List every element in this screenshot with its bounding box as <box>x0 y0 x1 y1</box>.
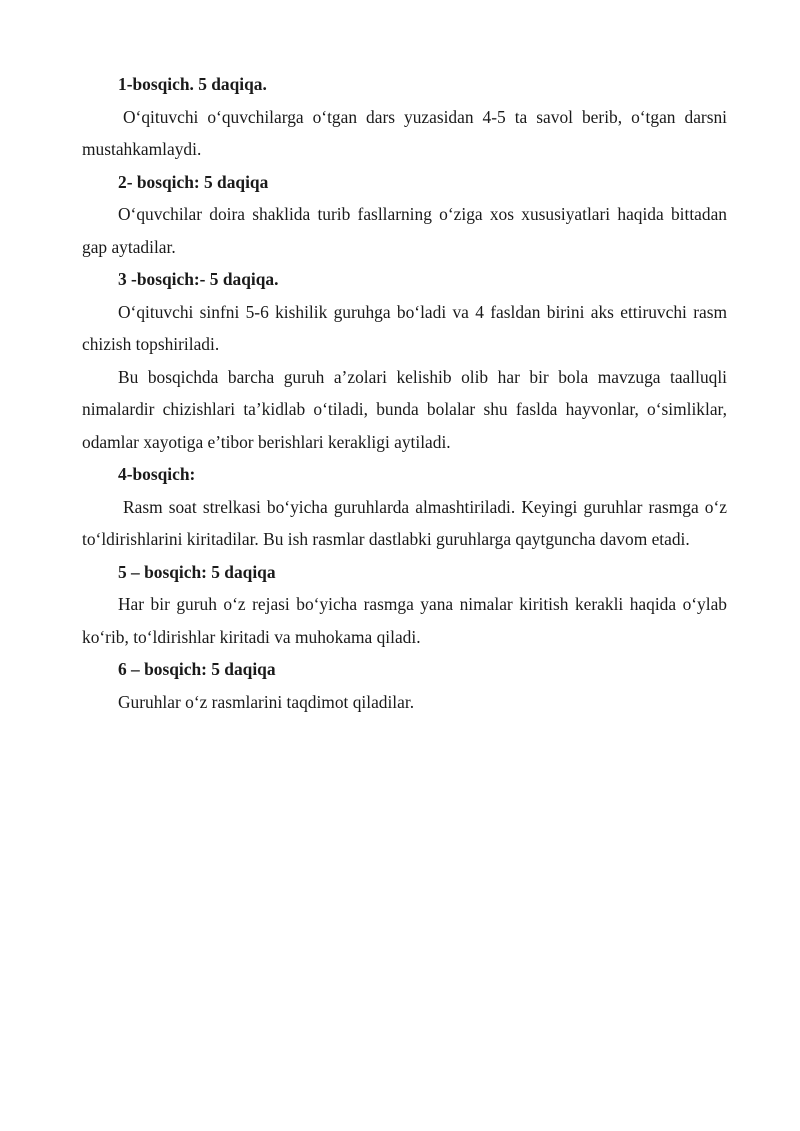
stage-2-heading: 2- bosqich: 5 daqiqa <box>118 171 269 192</box>
stage-1-paragraph: O‘qituvchi o‘quvchilarga o‘tgan dars yuzasidan 4-5 ta savol berib, o‘tgan darsni mustahkamlaydi. <box>82 106 727 159</box>
stage-4-paragraph: Rasm soat strelkasi bo‘yicha guruhlarda almashtiriladi. Keyingi guruhlar rasmga o‘z to‘ldirishlarini kiritadilar. Bu ish rasmlar dastlabki guruhlarga qaytguncha davom etadi. <box>82 496 727 549</box>
stage-6-heading: 6 – bosqich: 5 daqiqa <box>118 659 276 679</box>
stage-4-heading: 4-bosqich: <box>118 464 196 484</box>
stage-3-paragraph-1: O‘qituvchi sinfni 5-6 kishilik guruhga bo‘ladi va 4 fasldan birini aks ettiruvchi rasm chizish topshiriladi. <box>82 301 727 354</box>
stage-6-paragraph: Guruhlar o‘z rasmlarini taqdimot qiladilar. <box>118 691 415 712</box>
stage-5-paragraph: Har bir guruh o‘z rejasi bo‘yicha rasmga yana nimalar kiritish kerakli haqida o‘ylab ko‘rib, to‘ldirishlar kiritadi va muhokama qiladi. <box>82 594 727 647</box>
stage-2-paragraph: O‘quvchilar doira shaklida turib fasllarning o‘ziga xos xususiyatlari haqida bittadan gap aytadilar. <box>82 204 727 257</box>
document-page <box>82 68 727 718</box>
stage-3-paragraph-2: Bu bosqichda barcha guruh a’zolari kelishib olib har bir bola mavzuga taalluqli nimalardir chizishlari ta’kidlab o‘tiladi, bunda bolalar shu faslda hayvonlar, o‘simliklar, odamlar xayotiga e’tibor berishlari kerakligi aytiladi. <box>82 366 727 452</box>
stage-3-heading: 3 -bosqich:- 5 daqiqa. <box>118 269 279 289</box>
stage-1-heading: 1-bosqich. 5 daqiqa. <box>118 74 267 94</box>
stage-5-heading: 5 – bosqich: 5 daqiqa <box>118 561 276 582</box>
